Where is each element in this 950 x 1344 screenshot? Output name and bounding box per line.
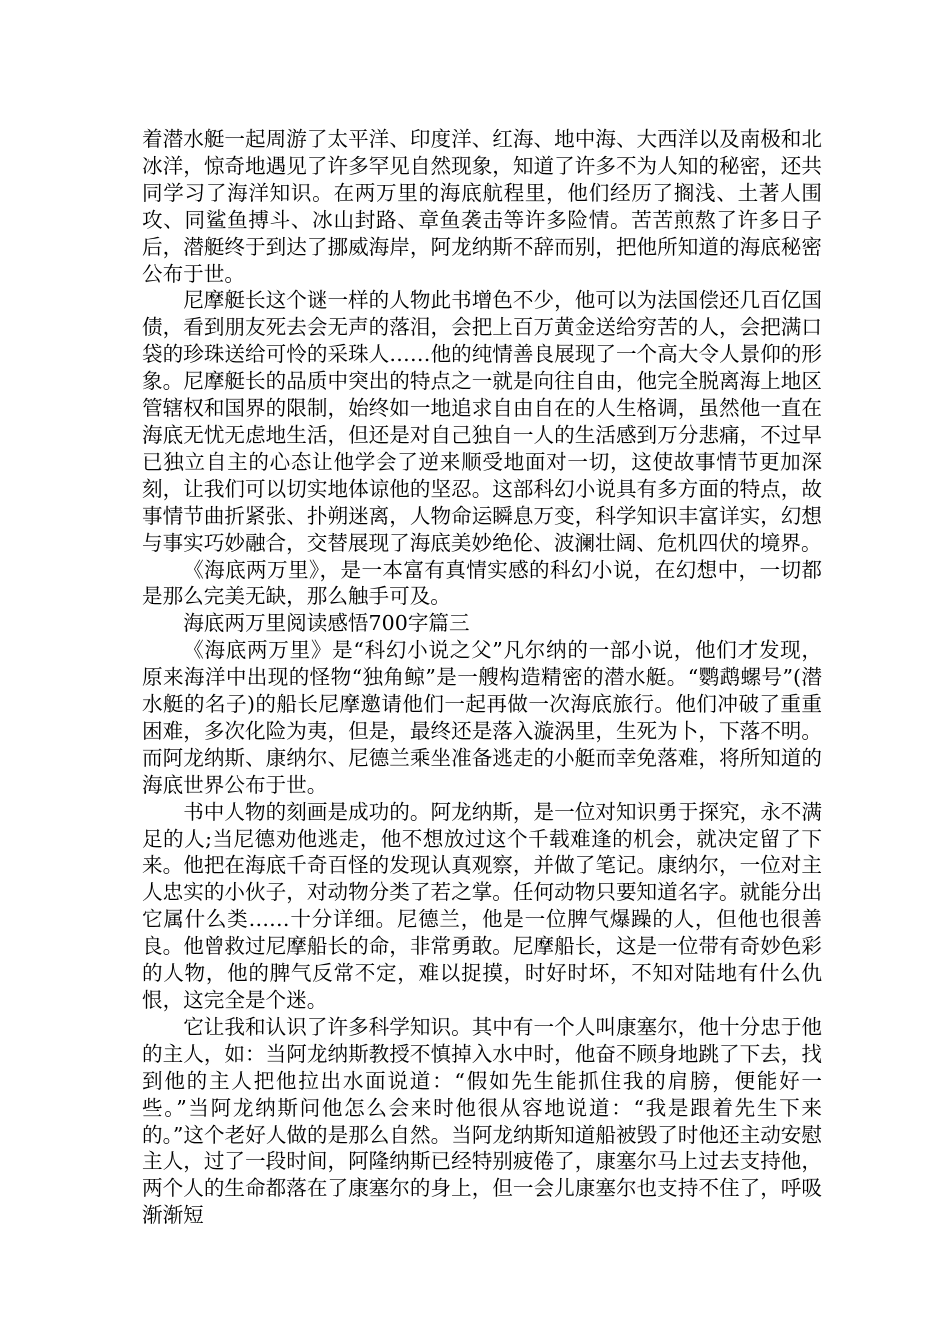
paragraph-characters: 书中人物的刻画是成功的。阿龙纳斯，是一位对知识勇于探究，永不满足的人;当尼德劝他逃走，他不想放过这个千载难逢的机会，就决定留了下来。他把在海底千奇百怪的发现认真观察，并做了笔记。康纳尔，一位对主人忠实的小伙子，对动物分类了若之掌。任何动物只要知道名字。就能分出它属什么类……十分详细。尼德兰，他是一位脾气爆躁的人，但他也很善良。他曾救过尼摩船长的命，非常勇敢。尼摩船长，这是一位带有奇妙色彩的人物，他的脾气反常不定，难以捉摸，时好时坏，不知对陆地有什么仇恨，这完全是个迷。 (142, 799, 822, 1012)
section-heading: 海底两万里阅读感悟700字篇三 (183, 611, 470, 636)
paragraph-captain-nemo: 尼摩艇长这个谜一样的人物此书增色不少，他可以为法国偿还几百亿国债，看到朋友死去会无声的落泪，会把上百万黄金送给穷苦的人，会把满口袋的珍珠送给可怜的采珠人……他的纯情善良展现了一个高大令人景仰的形象。尼摩艇长的品质中突出的特点之一就是向往自由，他完全脱离海上地区管辖权和国界的限制，始终如一地追求自由自在的人生格调，虽然他一直在海底无忧无虑地生活，但还是对自己独自一人的生活感到万分悲痛，不过早已独立自主的心态让他学会了逆来顺受地面对一切，这使故事情节更加深刻，让我们可以切实地体谅他的坚忍。这部科幻小说具有多方面的特点，故事情节曲折紧张、扑朔迷离，人物命运瞬息万变，科学知识丰富详实，幻想与事实巧妙融合，交替展现了海底美妙绝伦、波澜壮阔、危机四伏的境界。 (142, 288, 822, 555)
paragraph-book-intro: 《海底两万里》是“科幻小说之父”凡尔纳的一部小说，他们才发现，原来海洋中出现的怪物“独角鲸”是一艘构造精密的潜水艇。“鹦鹉螺号”(潜水艇的名子)的船长尼摩邀请他们一起再做一次海底旅行。他们冲破了重重困难，多次化险为夷，但是，最终还是落入漩涡里，生死为卜，下落不明。而阿龙纳斯、康纳尔、尼德兰乘坐准备逃走的小艇而幸免落难，将所知道的海底世界公布于世。 (142, 638, 822, 797)
paragraph-conseil: 它让我和认识了许多科学知识。其中有一个人叫康塞尔，他十分忠于他的主人，如：当阿龙纳斯教授不慎掉入水中时，他奋不顾身地跳了下去，找到他的主人把他拉出水面说道：“假如先生能抓住我的肩膀，便能好一些。”当阿龙纳斯问他怎么会来时他很从容地说道：“我是跟着先生下来的。”这个老好人做的是那么自然。当阿龙纳斯知道船被毁了时他还主动安慰主人，过了一段时间，阿隆纳斯已经特别疲倦了，康塞尔马上过去支持他，两个人的生命都落在了康塞尔的身上，但一会儿康塞尔也支持不住了，呼吸渐渐短 (142, 1014, 822, 1228)
paragraph-conclusion: 《海底两万里》，是一本富有真情实感的科幻小说，在幻想中，一切都是那么完美无缺，那么触手可及。 (142, 557, 822, 609)
document-page (142, 126, 822, 1229)
paragraph-voyage-summary: 着潜水艇一起周游了太平洋、印度洋、红海、地中海、大西洋以及南极和北冰洋，惊奇地遇见了许多罕见自然现象，知道了许多不为人知的秘密，还共同学习了海洋知识。在两万里的海底航程里，他们经历了搁浅、土著人围攻、同鲨鱼搏斗、冰山封路、章鱼袭击等许多险情。苦苦煎熬了许多日子后，潜艇终于到达了挪威海岸，阿龙纳斯不辞而别，把他所知道的海底秘密公布于世。 (142, 127, 822, 286)
